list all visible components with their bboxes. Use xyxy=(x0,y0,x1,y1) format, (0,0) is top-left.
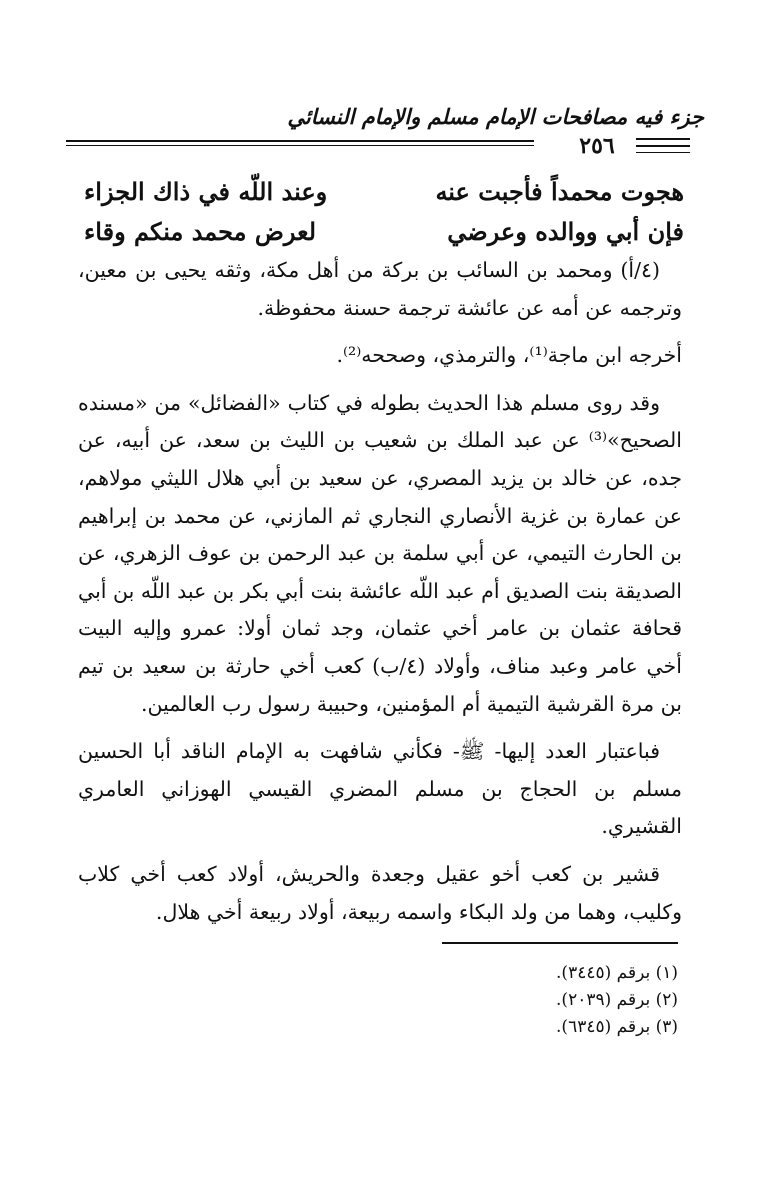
header-rule xyxy=(66,140,534,146)
hemistich-second: لعرض محمد منكم وقاء xyxy=(84,217,317,246)
footnotes xyxy=(418,960,678,1041)
hemistich-first: هجوت محمداً فأجبت عنه xyxy=(435,177,684,206)
poem-verse xyxy=(84,172,684,212)
footnote: (٢) برقم (٢٠٣٩). xyxy=(556,990,678,1010)
paragraph: قشير بن كعب أخو عقيل وجعدة والحريش، أولاد كعب أخي كلاب وكليب، وهما من ولد البكاء واسمه ربيعة، أولاد ربيعة أخي هلال. xyxy=(78,861,682,924)
page-number: ٢٥٦ xyxy=(579,133,615,159)
paragraph: وقد روى مسلم هذا الحديث بطوله في كتاب «الفضائل» من «مسنده الصحيح»⁽³⁾ عن عبد الملك بن شعيب بن الليث بن سعد، عن أبيه، عن جده، عن خالد بن يزيد المصري، عن سعيد بن أبي هلال الليثي مولاهم، عن عمارة بن غزية الأنصاري النجاري ثم المازني، عن محمد بن إبراهيم بن الحارث التيمي، عن أبي سلمة بن عبد الرحمن بن عوف الزهري، عن الصديقة بنت الصديق أم عبد اللّه عائشة بنت أبي بكر بن عبد اللّه بن أبي قحافة عثمان بن عامر أخي عثمان، وجد ثمان أولا: عمرو وإليه البيت أخي عامر وعبد مناف، وأولاد (٤/ب) كعب أخي حارثة بن سعيد بن تيم بن مرة القرشية التيمية أم المؤمنين، وحبيبة رسول رب العالمين. xyxy=(78,390,682,716)
hemistich-first: فإن أبي ووالده وعرضي xyxy=(447,217,684,246)
hemistich-second: وعند اللّه في ذاك الجزاء xyxy=(84,177,328,206)
poem xyxy=(84,172,684,252)
footnote: (١) برقم (٣٤٤٥). xyxy=(556,963,678,983)
paragraph: (٤/أ) ومحمد بن السائب بن بركة من أهل مكة، وثقه يحيى بن معين، وترجمه عن أمه عن عائشة ترجمة حسنة محفوظة. xyxy=(78,258,682,320)
header-ornament xyxy=(636,138,690,153)
footnote-separator xyxy=(442,942,678,944)
footnote: (٣) برقم (٦٣٤٥). xyxy=(556,1017,678,1037)
paragraph: فباعتبار العدد إليها- ﷺ- فكأني شافهت به الإمام الناقد أبا الحسين مسلم بن الحجاج بن مسلم المضري القيسي الهوزاني العامري القشيري. xyxy=(78,739,682,839)
body-text xyxy=(78,252,682,931)
running-title: جزء فيه مصافحات الإمام مسلم والإمام النسائي xyxy=(287,104,704,129)
poem-verse xyxy=(84,212,684,252)
paragraph: أخرجه ابن ماجة⁽¹⁾، والترمذي، وصححه⁽²⁾. xyxy=(336,343,682,368)
